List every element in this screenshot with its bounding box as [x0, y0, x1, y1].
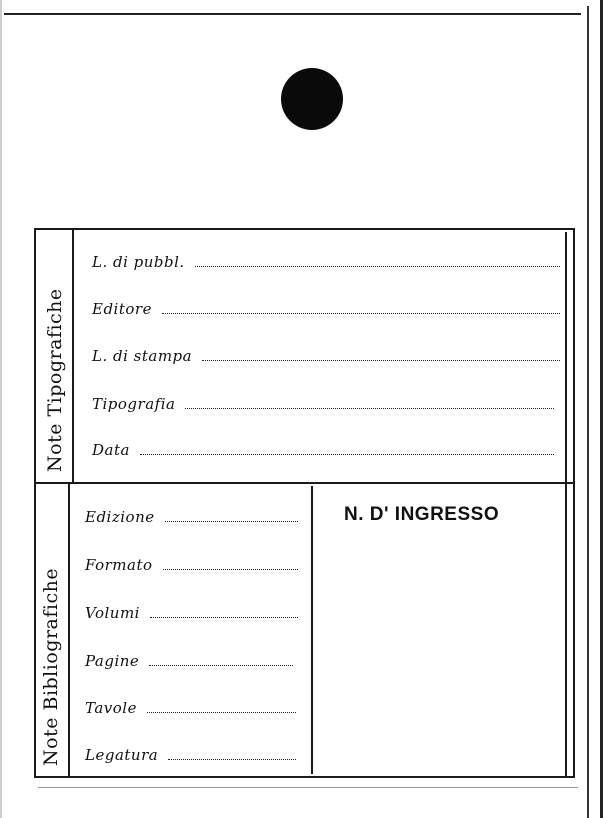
field-tavole[interactable] [85, 699, 296, 717]
field-editore[interactable] [92, 300, 560, 318]
dotted-fill-line [140, 453, 554, 455]
ingresso-column-divider [311, 486, 313, 774]
bottom-border-line [38, 787, 578, 788]
page-edge-right-line [587, 6, 589, 818]
section-divider [36, 482, 573, 484]
title-gutter-line-bottom [68, 484, 70, 776]
field-luogo-stampa[interactable] [92, 347, 560, 365]
title-gutter-line-top [72, 230, 74, 482]
numero-ingresso-label: N. D' INGRESSO [344, 504, 500, 525]
top-border-line [4, 13, 581, 15]
field-label: L. di stampa [92, 347, 193, 365]
dotted-fill-line [195, 265, 560, 267]
field-label: Legatura [85, 746, 159, 764]
field-label: Data [92, 441, 130, 459]
field-label: Formato [85, 556, 153, 574]
dotted-fill-line [149, 664, 293, 666]
field-luogo-pubblicazione[interactable] [92, 253, 560, 271]
field-pagine[interactable] [85, 652, 293, 670]
field-label: Pagine [85, 652, 140, 670]
field-label: Tipografia [92, 395, 176, 413]
dotted-fill-line [165, 520, 298, 522]
field-legatura[interactable] [85, 746, 296, 764]
field-formato[interactable] [85, 556, 298, 574]
dotted-fill-line [168, 758, 296, 760]
field-label: Volumi [85, 604, 140, 622]
field-data[interactable] [92, 441, 554, 459]
dotted-fill-line [147, 711, 296, 713]
dotted-fill-line [185, 407, 554, 409]
dotted-fill-line [162, 312, 560, 314]
section-title-bibliografiche: Note Bibliografiche [40, 567, 62, 766]
field-edizione[interactable] [85, 508, 298, 526]
field-label: Tavole [85, 699, 137, 717]
field-volumi[interactable] [85, 604, 298, 622]
dotted-fill-line [150, 616, 298, 618]
right-gutter-line [565, 232, 567, 776]
field-tipografia[interactable] [92, 395, 554, 413]
field-label: Editore [92, 300, 152, 318]
section-title-tipografiche: Note Tipografiche [44, 288, 66, 472]
punch-hole [281, 68, 343, 130]
dotted-fill-line [202, 359, 560, 361]
field-label: Edizione [85, 508, 155, 526]
field-label: L. di pubbl. [92, 253, 185, 271]
page-edge-left [0, 0, 2, 818]
dotted-fill-line [163, 568, 298, 570]
